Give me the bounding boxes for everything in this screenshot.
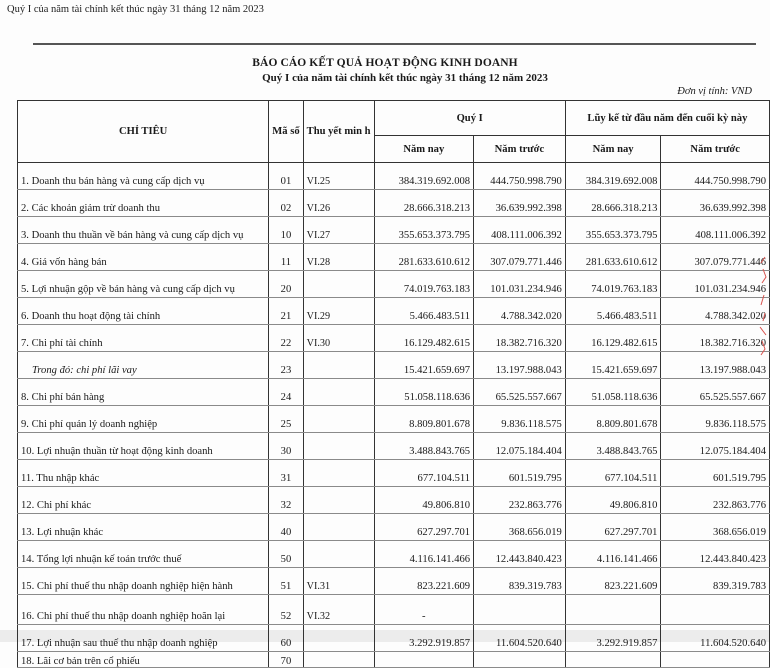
table-row [18, 379, 770, 406]
row-ytd-this-year: 3.292.919.857 [565, 625, 661, 652]
row-code: 02 [269, 190, 303, 217]
row-indicator: 17. Lợi nhuận sau thuế thu nhập doanh nghiệp [18, 625, 269, 652]
row-quarter-last-year: 11.604.520.640 [474, 625, 566, 652]
row-note [303, 625, 374, 652]
row-ytd-this-year: 16.129.482.615 [565, 325, 661, 352]
row-ytd-last-year [661, 652, 770, 668]
row-ytd-this-year: 677.104.511 [565, 460, 661, 487]
row-note: VI.28 [303, 244, 374, 271]
table-row [18, 487, 770, 514]
row-quarter-last-year: 9.836.118.575 [474, 406, 566, 433]
row-quarter-this-year: 627.297.701 [374, 514, 474, 541]
row-code: 70 [269, 652, 303, 668]
row-indicator: 1. Doanh thu bán hàng và cung cấp dịch vụ [18, 163, 269, 190]
col-header-quarter-this-year: Năm nay [374, 136, 474, 163]
row-code: 11 [269, 244, 303, 271]
row-code: 51 [269, 568, 303, 595]
row-indicator: 11. Thu nhập khác [18, 460, 269, 487]
row-note [303, 379, 374, 406]
row-ytd-this-year: 823.221.609 [565, 568, 661, 595]
row-indicator: 16. Chi phí thuế thu nhập doanh nghiệp hoãn lại [18, 595, 269, 625]
row-indicator: 12. Chi phí khác [18, 487, 269, 514]
row-ytd-last-year: 12.075.184.404 [661, 433, 770, 460]
row-indicator: 13. Lợi nhuận khác [18, 514, 269, 541]
row-ytd-this-year: 384.319.692.008 [565, 163, 661, 190]
row-quarter-this-year: - [374, 595, 474, 625]
row-ytd-this-year: 49.806.810 [565, 487, 661, 514]
row-quarter-last-year: 4.788.342.020 [474, 298, 566, 325]
row-quarter-this-year: 3.292.919.857 [374, 625, 474, 652]
row-quarter-this-year: 355.653.373.795 [374, 217, 474, 244]
row-ytd-this-year: 627.297.701 [565, 514, 661, 541]
row-code: 52 [269, 595, 303, 625]
row-indicator: 9. Chi phí quản lý doanh nghiệp [18, 406, 269, 433]
row-ytd-last-year: 601.519.795 [661, 460, 770, 487]
row-indicator: 2. Các khoản giảm trừ doanh thu [18, 190, 269, 217]
row-quarter-this-year: 8.809.801.678 [374, 406, 474, 433]
row-code: 31 [269, 460, 303, 487]
row-note: VI.29 [303, 298, 374, 325]
row-ytd-this-year: 355.653.373.795 [565, 217, 661, 244]
row-note: VI.27 [303, 217, 374, 244]
table-row [18, 433, 770, 460]
row-indicator: 5. Lợi nhuận gộp về bán hàng và cung cấp dịch vụ [18, 271, 269, 298]
table-row [18, 514, 770, 541]
col-header-code: Mã số [269, 101, 303, 163]
table-row [18, 217, 770, 244]
row-note [303, 487, 374, 514]
table-row [18, 406, 770, 433]
table-row [18, 163, 770, 190]
table-row [18, 325, 770, 352]
row-code: 50 [269, 541, 303, 568]
row-ytd-last-year: 307.079.771.446 [661, 244, 770, 271]
row-indicator: 7. Chi phí tài chính [18, 325, 269, 352]
row-ytd-last-year: 11.604.520.640 [661, 625, 770, 652]
row-quarter-this-year: 677.104.511 [374, 460, 474, 487]
row-ytd-last-year: 368.656.019 [661, 514, 770, 541]
row-code: 21 [269, 298, 303, 325]
row-ytd-last-year [661, 595, 770, 625]
row-quarter-last-year: 12.075.184.404 [474, 433, 566, 460]
row-ytd-this-year [565, 652, 661, 668]
row-indicator: 14. Tổng lợi nhuận kế toán trước thuế [18, 541, 269, 568]
row-quarter-last-year: 232.863.776 [474, 487, 566, 514]
row-note [303, 433, 374, 460]
row-ytd-this-year: 15.421.659.697 [565, 352, 661, 379]
row-ytd-last-year: 13.197.988.043 [661, 352, 770, 379]
table-row [18, 625, 770, 652]
table-row [18, 298, 770, 325]
row-code: 30 [269, 433, 303, 460]
row-quarter-last-year: 444.750.998.790 [474, 163, 566, 190]
row-ytd-last-year: 12.443.840.423 [661, 541, 770, 568]
row-quarter-this-year: 384.319.692.008 [374, 163, 474, 190]
row-quarter-this-year: 281.633.610.612 [374, 244, 474, 271]
col-header-ytd-this-year: Năm nay [565, 136, 661, 163]
row-note: VI.30 [303, 325, 374, 352]
row-ytd-this-year [565, 595, 661, 625]
row-code: 10 [269, 217, 303, 244]
row-quarter-this-year: 3.488.843.765 [374, 433, 474, 460]
table-row [18, 244, 770, 271]
table-row [18, 271, 770, 298]
row-note [303, 352, 374, 379]
col-header-note: Thu yết min h [303, 101, 374, 163]
row-quarter-this-year: 49.806.810 [374, 487, 474, 514]
row-quarter-last-year: 839.319.783 [474, 568, 566, 595]
row-ytd-this-year: 5.466.483.511 [565, 298, 661, 325]
row-ytd-last-year: 101.031.234.946 [661, 271, 770, 298]
row-quarter-this-year: 51.058.118.636 [374, 379, 474, 406]
row-quarter-last-year: 408.111.006.392 [474, 217, 566, 244]
row-quarter-this-year: 15.421.659.697 [374, 352, 474, 379]
table-row [18, 568, 770, 595]
row-quarter-last-year: 36.639.992.398 [474, 190, 566, 217]
row-ytd-last-year: 65.525.557.667 [661, 379, 770, 406]
row-code: 25 [269, 406, 303, 433]
row-ytd-this-year: 74.019.763.183 [565, 271, 661, 298]
row-note [303, 514, 374, 541]
table-row [18, 652, 770, 668]
row-indicator: 8. Chi phí bán hàng [18, 379, 269, 406]
col-header-indicator: CHỈ TIÊU [18, 101, 269, 163]
row-ytd-this-year: 281.633.610.612 [565, 244, 661, 271]
red-handwritten-mark [757, 255, 769, 365]
row-indicator: 4. Giá vốn hàng bán [18, 244, 269, 271]
currency-unit: Đơn vị tính: VND [677, 86, 752, 97]
row-ytd-this-year: 4.116.141.466 [565, 541, 661, 568]
table-row [18, 460, 770, 487]
income-statement-table [17, 100, 770, 668]
row-note [303, 460, 374, 487]
row-ytd-this-year: 8.809.801.678 [565, 406, 661, 433]
row-quarter-last-year: 12.443.840.423 [474, 541, 566, 568]
row-code: 01 [269, 163, 303, 190]
row-code: 23 [269, 352, 303, 379]
row-quarter-this-year [374, 652, 474, 668]
col-header-quarter-last-year: Năm trước [474, 136, 566, 163]
row-ytd-last-year: 232.863.776 [661, 487, 770, 514]
row-ytd-last-year: 444.750.998.790 [661, 163, 770, 190]
row-quarter-this-year: 823.221.609 [374, 568, 474, 595]
row-note: VI.25 [303, 163, 374, 190]
row-quarter-last-year [474, 595, 566, 625]
row-quarter-last-year: 368.656.019 [474, 514, 566, 541]
report-subtitle: Quý I của năm tài chính kết thúc ngày 31 tháng 12 năm 2023 [262, 72, 548, 84]
row-ytd-last-year: 4.788.342.020 [661, 298, 770, 325]
row-quarter-this-year: 5.466.483.511 [374, 298, 474, 325]
row-quarter-last-year: 18.382.716.320 [474, 325, 566, 352]
row-note: VI.26 [303, 190, 374, 217]
row-quarter-this-year: 16.129.482.615 [374, 325, 474, 352]
col-header-ytd-last-year: Năm trước [661, 136, 770, 163]
row-ytd-last-year: 839.319.783 [661, 568, 770, 595]
row-indicator: Trong đó: chi phí lãi vay [18, 352, 269, 379]
row-code: 22 [269, 325, 303, 352]
row-quarter-this-year: 28.666.318.213 [374, 190, 474, 217]
row-ytd-last-year: 9.836.118.575 [661, 406, 770, 433]
row-note: VI.31 [303, 568, 374, 595]
row-code: 24 [269, 379, 303, 406]
page-header: Quý I của năm tài chính kết thúc ngày 31 tháng 12 năm 2023 [7, 4, 264, 15]
table-row [18, 352, 770, 379]
table-row [18, 595, 770, 625]
row-ytd-last-year: 408.111.006.392 [661, 217, 770, 244]
row-indicator: 10. Lợi nhuận thuần từ hoạt động kinh doanh [18, 433, 269, 460]
row-quarter-this-year: 4.116.141.466 [374, 541, 474, 568]
row-quarter-last-year: 307.079.771.446 [474, 244, 566, 271]
row-code: 60 [269, 625, 303, 652]
row-note [303, 652, 374, 668]
header-divider [33, 43, 756, 45]
table-row [18, 541, 770, 568]
row-ytd-last-year: 36.639.992.398 [661, 190, 770, 217]
table-row [18, 190, 770, 217]
row-note [303, 541, 374, 568]
row-quarter-last-year: 101.031.234.946 [474, 271, 566, 298]
row-indicator: 6. Doanh thu hoạt động tài chính [18, 298, 269, 325]
row-code: 32 [269, 487, 303, 514]
row-indicator: 15. Chi phí thuế thu nhập doanh nghiệp hiện hành [18, 568, 269, 595]
row-ytd-this-year: 28.666.318.213 [565, 190, 661, 217]
row-quarter-this-year: 74.019.763.183 [374, 271, 474, 298]
row-quarter-last-year: 65.525.557.667 [474, 379, 566, 406]
col-header-ytd: Lũy kế từ đầu năm đến cuối kỳ này [565, 101, 769, 136]
row-indicator: 3. Doanh thu thuần về bán hàng và cung cấp dịch vụ [18, 217, 269, 244]
row-note [303, 406, 374, 433]
row-note [303, 271, 374, 298]
row-quarter-last-year: 13.197.988.043 [474, 352, 566, 379]
row-note: VI.32 [303, 595, 374, 625]
row-ytd-last-year: 18.382.716.320 [661, 325, 770, 352]
row-indicator: 18. Lãi cơ bản trên cổ phiếu [18, 652, 269, 668]
row-ytd-this-year: 3.488.843.765 [565, 433, 661, 460]
col-header-quarter: Quý I [374, 101, 565, 136]
row-quarter-last-year: 601.519.795 [474, 460, 566, 487]
row-code: 40 [269, 514, 303, 541]
report-title: BÁO CÁO KẾT QUẢ HOẠT ĐỘNG KINH DOANH [252, 57, 518, 69]
row-code: 20 [269, 271, 303, 298]
row-quarter-last-year [474, 652, 566, 668]
row-ytd-this-year: 51.058.118.636 [565, 379, 661, 406]
